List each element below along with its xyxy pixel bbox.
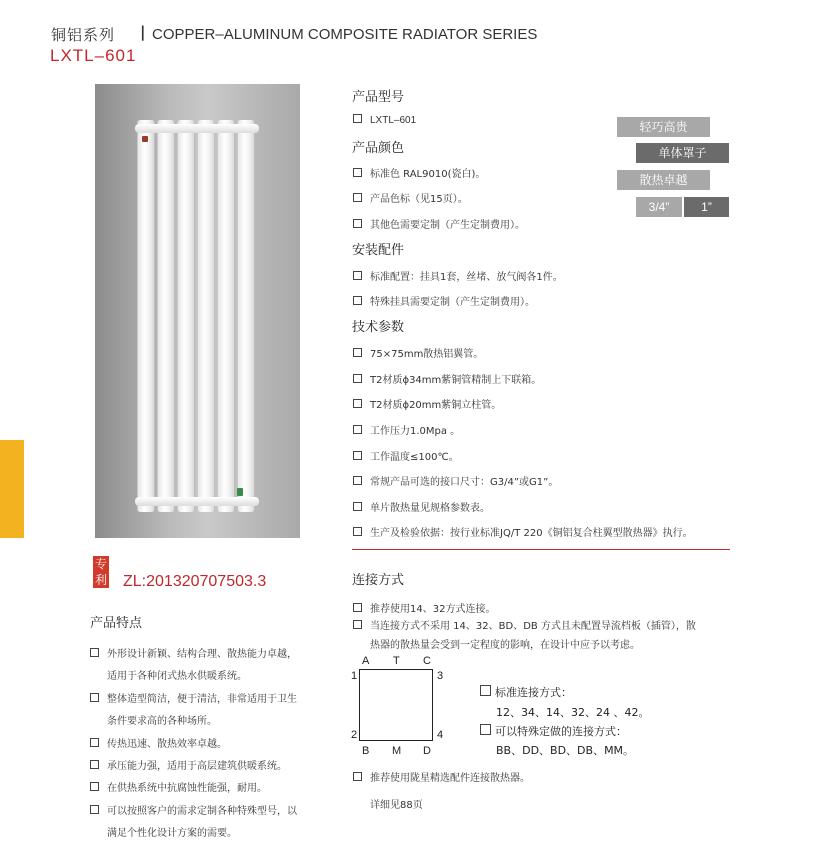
checkbox-icon xyxy=(90,648,99,657)
features-title: 产品特点 xyxy=(90,616,143,631)
connection-title: 连接方式 xyxy=(352,573,405,588)
checkbox-icon xyxy=(353,193,362,202)
tag-size-34: 3/4” xyxy=(636,197,682,217)
product-photo xyxy=(95,84,300,538)
checkbox-icon xyxy=(353,219,362,228)
patent-badge-bottom: 利 xyxy=(94,573,107,587)
color-item: 标准色 RAL9010(瓷白)。 xyxy=(353,165,485,180)
connection-item-cont: 热器的散热量会受到一定程度的影响，在设计中应予以考虑。 xyxy=(370,640,640,651)
diagram-label-4: 4 xyxy=(437,729,444,741)
connection-recommend: 推荐使用陇星精选配件连接散热器。 xyxy=(353,769,530,784)
fitting-item: 特殊挂具需要定制（产生定制费用）。 xyxy=(353,293,535,308)
series-title-cn: 铜铝系列 xyxy=(51,26,116,44)
checkbox-icon xyxy=(353,348,362,357)
checkbox-icon xyxy=(90,782,99,791)
diagram-label-d: D xyxy=(423,745,431,757)
checkbox-icon xyxy=(353,296,362,305)
fitting-title: 安装配件 xyxy=(352,243,405,258)
checkbox-icon xyxy=(480,685,491,696)
tech-title: 技术参数 xyxy=(352,320,405,335)
diagram-label-2: 2 xyxy=(351,729,358,741)
checkbox-icon xyxy=(353,502,362,511)
diagram-label-b: B xyxy=(362,745,370,757)
side-tab-marker xyxy=(0,440,24,538)
patent-number: ZL:201320707503.3 xyxy=(123,573,267,590)
color-title: 产品颜色 xyxy=(352,141,405,156)
diagram-label-1: 1 xyxy=(351,670,358,682)
tech-item: 生产及检验依据：按行业标准JQ/T 220《铜铝复合柱翼型散热器》执行。 xyxy=(353,524,693,539)
checkbox-icon xyxy=(353,451,362,460)
feature-item: 承压能力强，适用于高层建筑供暖系统。 xyxy=(90,757,287,772)
title-separator: | xyxy=(140,23,146,41)
std-connection-label: 标准连接方式： xyxy=(480,684,572,700)
checkbox-icon xyxy=(353,114,362,123)
connection-item: 当连接方式不采用 14、32、BD、DB 方式且未配置导流档板（插管），散 xyxy=(353,617,696,632)
checkbox-icon xyxy=(353,399,362,408)
tech-item: 常规产品可选的接口尺寸：G3/4”或G1”。 xyxy=(353,473,558,488)
checkbox-icon xyxy=(353,374,362,383)
fitting-item: 标准配置：挂具1套，丝堵、放气阀各1件。 xyxy=(353,268,563,283)
color-item: 产品色标（见15页）。 xyxy=(353,190,468,205)
tag-light-elegant: 轻巧高贵 xyxy=(617,117,710,137)
feature-item: 传热迅速、散热效率卓越。 xyxy=(90,735,227,750)
checkbox-icon xyxy=(353,603,362,612)
color-item: 其他色需要定制（产生定制费用）。 xyxy=(353,216,525,231)
std-connection-values: 12、34、14、32、24 、42。 xyxy=(496,706,650,719)
checkbox-icon xyxy=(90,738,99,747)
brand-logo-icon xyxy=(142,136,148,142)
model-item: LXTL–601 xyxy=(353,114,416,126)
patent-badge xyxy=(93,556,109,588)
patent-badge-top: 专 xyxy=(94,557,107,571)
checkbox-icon xyxy=(480,724,491,735)
checkbox-icon xyxy=(353,168,362,177)
diagram-label-3: 3 xyxy=(437,670,444,682)
diagram-label-m: M xyxy=(392,745,402,757)
diagram-label-c: C xyxy=(423,655,431,667)
feature-item-cont: 条件要求高的各种场所。 xyxy=(107,716,217,727)
section-divider xyxy=(352,549,730,550)
feature-item: 外形设计新颖、结构合理、散热能力卓越， xyxy=(90,645,297,660)
custom-connection-values: BB、DD、BD、DB、MM。 xyxy=(496,744,635,757)
checkbox-icon xyxy=(353,425,362,434)
series-title-en: COPPER–ALUMINUM COMPOSITE RADIATOR SERIES xyxy=(152,26,538,43)
diagram-label-a: A xyxy=(362,655,370,667)
valve-icon xyxy=(237,488,243,496)
tech-item: 单片散热量见规格参数表。 xyxy=(353,499,490,514)
feature-item: 整体造型简洁，便于清洁，非常适用于卫生 xyxy=(90,690,297,705)
model-number: LXTL–601 xyxy=(50,46,137,65)
checkbox-icon xyxy=(90,805,99,814)
page-reference: 详细见88页 xyxy=(370,800,423,811)
feature-item-cont: 满足个性化设计方案的需要。 xyxy=(107,828,237,839)
tech-item: 75×75mm散热铝翼管。 xyxy=(353,345,483,360)
checkbox-icon xyxy=(353,476,362,485)
tech-item: T2材质ϕ34mm紫铜管精制上下联箱。 xyxy=(353,371,541,386)
connection-item: 推荐使用14、32方式连接。 xyxy=(353,600,495,615)
feature-item-cont: 适用于各种闭式热水供暖系统。 xyxy=(107,671,247,682)
tech-item: 工作温度≤100℃。 xyxy=(353,448,459,463)
tag-single-cover: 单体罩子 xyxy=(636,143,729,163)
tech-item: 工作压力1.0Mpa 。 xyxy=(353,422,460,437)
checkbox-icon xyxy=(353,271,362,280)
feature-item: 在供热系统中抗腐蚀性能强，耐用。 xyxy=(90,779,267,794)
connection-diagram-box xyxy=(359,669,433,741)
checkbox-icon xyxy=(90,760,99,769)
tech-item: T2材质ϕ20mm紫铜立柱管。 xyxy=(353,396,501,411)
checkbox-icon xyxy=(90,693,99,702)
radiator-illustration xyxy=(135,120,259,512)
model-title: 产品型号 xyxy=(352,90,405,105)
diagram-label-t: T xyxy=(393,655,400,667)
feature-item: 可以按照客户的需求定制各种特殊型号，以 xyxy=(90,802,297,817)
tag-heat-excellent: 散热卓越 xyxy=(617,170,710,190)
checkbox-icon xyxy=(353,772,362,781)
tag-size-1: 1” xyxy=(684,197,729,217)
custom-connection-label: 可以特殊定做的连接方式： xyxy=(480,723,627,739)
checkbox-icon xyxy=(353,527,362,536)
checkbox-icon xyxy=(353,620,362,629)
